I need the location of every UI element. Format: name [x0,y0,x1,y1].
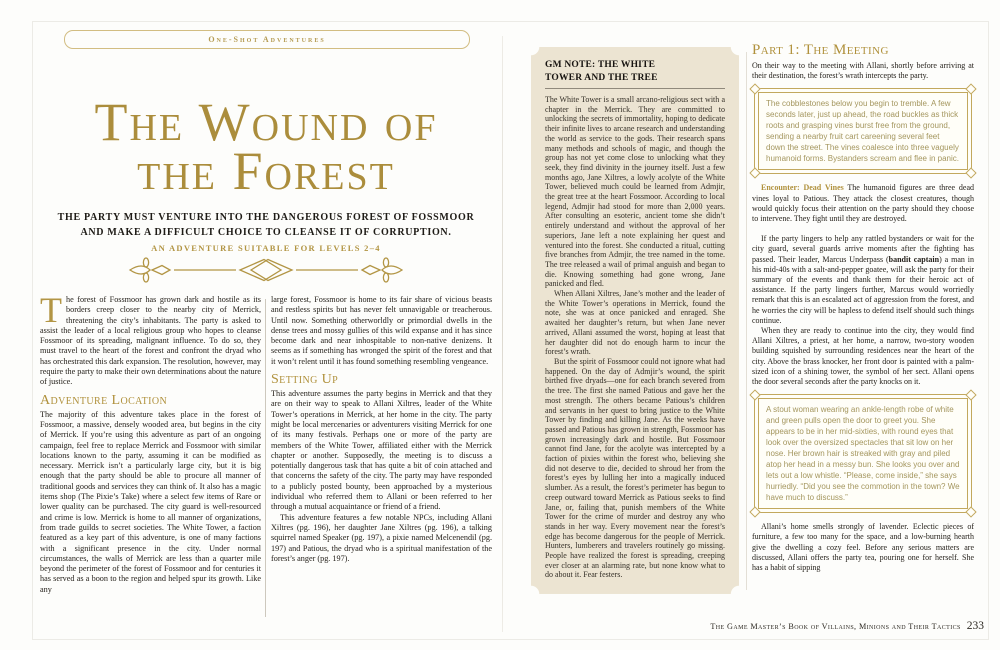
gm-note-paragraph-2: When Allani Xiltres, Jane’s mother and the leader of the White Tower’s operations in Merrick, found the note, she was at once panicked and enraged. She awaited her daughter’s return, but when Jane never arrived, Allani assumed the worst, hoping at least that her daughter did not do enough harm to incur the forest’s wrath. [545,289,725,357]
page-title [38,92,494,201]
box-corner-ornament [965,507,976,518]
continuation-paragraph: large forest, Fossmoor is home to its fair share of vicious beasts and restless spirits but has never felt unnavigable or treacherous. Until now. Something otherworldly or primordial dwells in the dense trees and mossy gullies of this wild expanse and it has since become dark and near inhospitable to non-native denizens. It seems as if something has wronged the spirit of the forest and that it won’t relent until it has found something resembling vengeance. [271,295,492,366]
page-title-line2: the Forest [137,141,395,201]
adventure-subtitle-line2: AND MAKE A DIFFICULT CHOICE TO CLEANSE IT OF CORRUPTION. [80,226,452,238]
divider-ornament [40,255,492,290]
intro-paragraph [40,290,261,388]
stat-block-reference: bandit captain [888,254,940,264]
box-corner-ornament [965,390,976,401]
box-corner-ornament [749,84,760,95]
encounter-text: The humanoid figures are three dead vines loyal to Patious. They attack the closest creatures, though would quickly focus their attention on the party should they choose to intervene. They fight until they are destroyed. [752,183,974,224]
read-aloud-text-2: A stout woman wearing an ankle-length robe of white and green pulls open the door to greet you. She appears to be in her mid-sixties, with round eyes that look over the oversized spectacles that sit low on her nose. Her brown hair is streaked with gray and piled atop her head in a messy bun. She looks you over and lets out a low whistle. “Please, come inside,” she says hurriedly. “Did you see the commotion in the town? We have much to discuss.” [766,405,960,503]
box-corner-ornament [749,507,760,518]
adventure-location-paragraph: The majority of this adventure takes place in the forest of Fossmoor, a massive, densely wooded area, but begins in the city of Merrick. If you’re using this adventure as part of an ongoing campaign, feel free to replace Merrick and Fossmoor with similar locations known to the party, assuming it can be modified as necessary. Merrick isn’t a particularly large city, but it is big enough that the party should be able to procure all manner of traditional goods and services they can think of. It also has a magic items shop (The Pixie’s Take) where a select few items of Rare or lower quality can be purchased. The city guard is well-resourced and crime is low. Merrick is home to all manner of organizations, from trade guilds to secret societies. The White Tower, a faction featured as a key part of this adventure, is one of many factions with a significant presence in the city. Under normal circumstances, the walls of Merrick are less than a quarter mile beyond the perimeter of the forest of Fossmoor and for centuries it has served as a boon to the region and helped spur its growth. Like any [40,409,261,594]
right-page-column [752,42,974,573]
read-aloud-box-1 [754,88,972,174]
section-heading-part1: Part 1: The Meeting [752,42,889,58]
column-divider-rule [265,299,266,617]
section-heading-setting-up: Setting Up [271,372,339,388]
gm-note-paragraph-3: But the spirit of Fossmoor could not ignore what had happened. On the day of Admjir’s wound, the spirit birthed five dryads—one for each branch severed from the tree. The first she named Patious and gave her the most strength. The others became Patious’s children and servants in her quest to bring justice to the White Tower by finding and killing Jane. As the weeks have passed and Patious has grown in strength, Fossmoor has grown increasingly dark and hostile. But Fossmoor cannot find Jane, for the acolyte was intercepted by a faction of pixies within the forest who, believing she did not deserve to die, decided to shroud her from the forest’s eyes by lulling her into a magically induced slumber. As a result, the forest’s perimeter has begun to creep outward toward Merrick as Patious seeks to find Jane, or, failing that, punish members of the White Tower for the crime of murder and destroy any who stands in her way. Every movement near the forest’s edge has become dangerous for the people of Merrick. Hunters, lumberers and travelers routinely go missing. People have realized the forest is spreading, creeping ever closer at an alarming rate, but none know what to do about it. Fear festers. [545,356,725,580]
drop-cap: T [40,290,62,330]
book-title-footer: The Game Master’s Book of Villains, Minions and Their Tactics [710,622,961,631]
part1-intro-paragraph: On their way to the meeting with Allani, shortly before arriving at their destination, the forest’s wrath intercepts the party. [752,61,974,81]
gm-note-box [531,47,739,594]
intro-text: he forest of Fossmoor has grown dark and hostile as its borders creep closer to the nearby city of Merrick, threatening the city’s inhabitants. The party is asked to assist the leader of a local religious group who hopes to cleanse Fossmoor of its spreading, malignant influence. To do so, they must travel to the heart of the forest and confront the dryad who has orchestrated this dark expansion. The resolution, however, may require the party to make their own determinations about the nature of justice. [40,295,261,387]
box-corner-ornament [965,84,976,95]
right-column-divider-rule [746,52,747,590]
left-page-column-1 [40,290,261,595]
guards-text-post: ) a man in his mid-40s with a salt-and-pepper goatee, will ask the party for their summary of the events and thank them for their heroic act of assistance. If the party lingers further, Marcus would worriedly remark that this is an escalated act of aggression from the forest, and he worries the city will be hapless to defend itself should such things continue. [752,254,974,325]
setting-up-paragraph-2: This adventure features a few notable NPCs, including Allani Xiltres (pg. 196), her daughter Jane Xiltres (pg. 196), a talking squirrel named Speaker (pg. 197), a pixie named Melcenendil (pg. 197) and Patious, the dryad who is a spiritual manifestation of the forest’s anger (pg. 197). [271,512,492,563]
page-spine-divider [502,36,503,632]
encounter-label: Encounter: Dead Vines [761,183,844,193]
chapter-banner-label: One-Shot Adventures [208,35,326,44]
gm-note-title [545,59,725,89]
chapter-banner [64,30,470,49]
read-aloud-box-2 [754,394,972,513]
guards-paragraph [752,234,974,326]
read-aloud-text-1: The cobblestones below you begin to tremble. A few seconds later, just up ahead, the road buckles as thick roots and grasping vines burst free from the ground, sending a nearby fruit cart careening several feet down the street. The vines coalesce into three vaguely humanoid forms. Bystanders scream and flee in panic. [766,99,959,164]
section-heading-adventure-location: Adventure Location [40,392,168,408]
allani-home-paragraph: When they are ready to continue into the city, they would find Allani Xiltres, a priest, at her home, a narrow, two-story wooden building squished by surrounding residences near the heart of the city. Above the brass knocker, her front door is painted with a palm-sized icon of a shining tower, the symbol of her sect. Allani opens the door several seconds after the party knocks on it. [752,326,974,387]
guards-text-pre: If the party lingers to help any rattled bystanders or wait for the city guard, several guards arrive moments after the fighting has passed. Their leader, Marcus Underpass ( [752,234,974,264]
adventure-subtitle-line1: THE PARTY MUST VENTURE INTO THE DANGEROUS FOREST OF FOSSMOOR [57,212,475,223]
gm-note-paragraph-1: The White Tower is a small arcano-religious sect with a chapter in the Merrick. They are committed to unlocking the secrets of immortality, hoping to dedicate their infinite lives to arcane research and understanding the world as service to the gods. Their research spans many methods and schools of magic, and though the group has not yet come close to unlocking what they seek, they find divinity in the journey itself. Just a few months ago, Jane Xiltres, a lowly acolyte of the White Tower, believed much could be learned from Admjir, the great tree at the heart Fossmoor. According to local legend, Admjir had stood for more than 2,000 years. After consulting an esoteric, ancient tome she didn’t entirely understand and without the approval of her superiors, Jane left a note explaining her quest and ventured into the forest. She conducted a ritual, cutting five branches from Admjir, the tree named in the tome. The tree released a wail of primal anguish and began to die. Knowing something had gone wrong, Jane panicked and fled. [545,95,725,289]
left-page-column-2 [271,295,492,564]
page-number: 233 [966,620,984,632]
box-corner-ornament [965,168,976,179]
encounter-paragraph [752,183,974,224]
gm-note-title-line2: TOWER AND THE TREE [545,72,658,83]
level-note: AN ADVENTURE SUITABLE FOR LEVELS 2–4 [151,243,381,253]
closing-paragraph: Allani’s home smells strongly of lavender. Eclectic pieces of furniture, a few too many for the space, and a low-burning hearth give the dwelling a cozy feel. Before any serious matters are discussed, Allani offers the party tea, pouring one for herself. She has a habit of sipping [752,522,974,573]
box-corner-ornament [749,390,760,401]
page-footer [710,616,984,634]
adventure-subtitle [30,211,502,240]
setting-up-paragraph-1: This adventure assumes the party begins in Merrick and that they are on their way to speak to Allani Xiltres, leader of the White Tower’s operations in Merrick, at her home in the city. The party might be local mercenaries or adventurers visiting Merrick for one of its many festivals. Perhaps one or more of the party are members of the White Tower, affiliated either with the Merrick chapter or another. Supposedly, the meeting is to discuss a potentially dangerous task that has quite a bit of coin attached and that concerns the safety of the city. The party may have responded to a publicly posted bounty, been approached by a mysterious individual who referred them to Allani or been referred to her through a mutual acquaintance or friend of a friend. [271,389,492,512]
page-title-line1: The Wound of [94,92,438,152]
gm-note-title-line1: GM NOTE: THE WHITE [545,60,656,70]
divider-ornament-icon [116,255,416,285]
box-corner-ornament [749,168,760,179]
